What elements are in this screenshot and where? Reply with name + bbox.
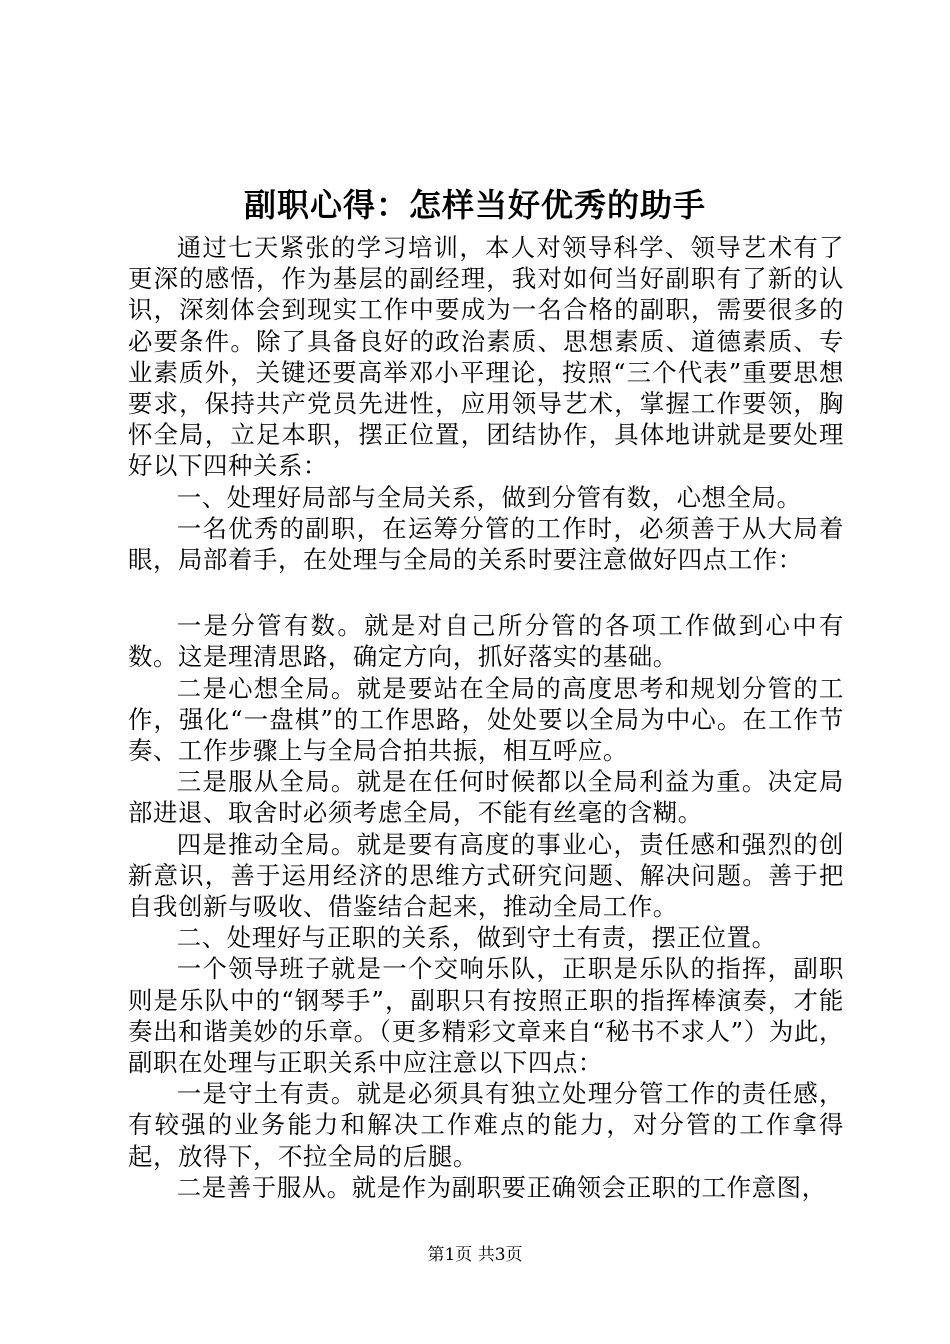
paragraph-point-2: 二是心想全局。就是要站在全局的高度思考和规划分管的工作，强化“一盘棋”的工作思路，处处要以全局为中心。在工作节奏、工作步骤上与全局合拍共振，相互呼应。 bbox=[128, 673, 844, 766]
paragraph-point-5: 一是守土有责。就是必须具有独立处理分管工作的责任感，有较强的业务能力和解决工作难点的能力，对分管的工作拿得起，放得下，不拉全局的后腿。 bbox=[128, 1079, 844, 1171]
page-footer: 第1页 共3页 bbox=[427, 1245, 523, 1265]
paragraph-heading-2: 二、处理好与正职的关系，做到守土有责，摆正位置。 bbox=[176, 923, 777, 953]
paragraph-point-6: 二是善于服从。就是作为副职要正确领会正职的工作意图， bbox=[176, 1172, 827, 1202]
paragraph-point-3: 三是服从全局。就是在任何时候都以全局利益为重。决定局部进退、取舍时必须考虑全局，不能有丝毫的含糊。 bbox=[128, 767, 844, 828]
document-body bbox=[128, 232, 844, 1203]
paragraph-section-2-intro: 一个领导班子就是一个交响乐队，正职是乐队的指挥，副职则是乐队中的“钢琴手”，副职只有按照正职的指挥棒演奏，才能奏出和谐美妙的乐章。（更多精彩文章来自“秘书不求人”）为此，副职在处理与正职关系中应注意以下四点： bbox=[128, 954, 844, 1078]
paragraph-point-4: 四是推动全局。就是要有高度的事业心，责任感和强烈的创新意识，善于运用经济的思维方式研究问题、解决问题。善于把自我创新与吸收、借鉴结合起来，推动全局工作。 bbox=[128, 829, 844, 922]
document-title: 副职心得：怎样当好优秀的助手 bbox=[243, 186, 706, 224]
paragraph-intro: 通过七天紧张的学习培训，本人对领导科学、领导艺术有了更深的感悟，作为基层的副经理，我对如何当好副职有了新的认识，深刻体会到现实工作中要成为一名合格的副职，需要很多的必要条件。除了具备良好的政治素质、思想素质、道德素质、专业素质外，关键还要高举邓小平理论，按照“三个代表”重要思想要求，保持共产党员先进性，应用领导艺术，掌握工作要领，胸怀全局，立足本职，摆正位置，团结协作，具体地讲就是要处理好以下四种关系： bbox=[128, 233, 844, 481]
paragraph-point-1: 一是分管有数。就是对自己所分管的各项工作做到心中有数。这是理清思路，确定方向，抓好落实的基础。 bbox=[128, 611, 844, 672]
paragraph-heading-1: 一、处理好局部与全局关系，做到分管有数，心想全局。 bbox=[176, 482, 802, 512]
paragraph-section-1-intro: 一名优秀的副职，在运筹分管的工作时，必须善于从大局着眼，局部着手，在处理与全局的关系时要注意做好四点工作： bbox=[128, 513, 844, 575]
